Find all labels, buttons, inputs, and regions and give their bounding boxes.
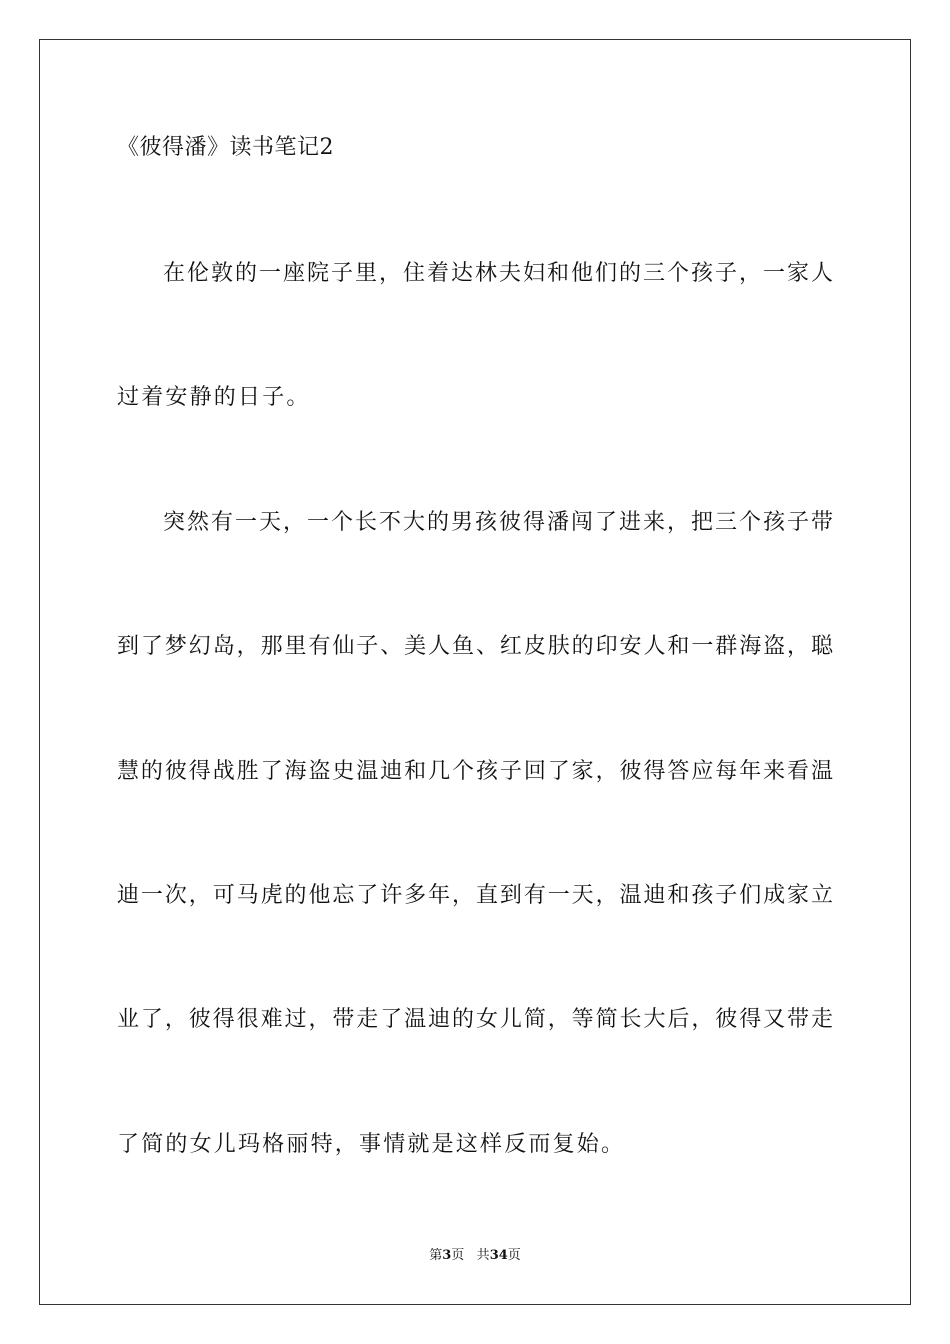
document-title: 《彼得潘》读书笔记2 [117, 135, 334, 160]
paragraph-1-line-1: 在伦敦的一座院子里，住着达林夫妇和他们的三个孩子，一家人 [163, 261, 833, 286]
paragraph-2-line-2: 到了梦幻岛，那里有仙子、美人鱼、红皮肤的印安人和一群海盗，聪 [117, 634, 833, 659]
page-footer [0, 1246, 950, 1266]
paragraph-2-line-3: 慧的彼得战胜了海盗史温迪和几个孩子回了家，彼得答应每年来看温 [117, 759, 833, 784]
footer-page-suffix: 页 [451, 1248, 465, 1263]
footer-page-prefix: 第 [429, 1248, 443, 1263]
page-border [39, 39, 911, 1305]
footer-total-suffix: 页 [507, 1248, 521, 1263]
paragraph-2-line-6: 了简的女儿玛格丽特，事情就是这样反而复始。 [117, 1132, 626, 1157]
footer-page-number: 3 [442, 1248, 452, 1263]
footer-total-prefix: 共 [476, 1248, 490, 1263]
paragraph-2-line-5: 业了，彼得很难过，带走了温迪的女儿简，等简长大后，彼得又带走 [117, 1007, 833, 1032]
paragraph-2-line-1: 突然有一天，一个长不大的男孩彼得潘闯了进来，把三个孩子带 [163, 510, 833, 535]
paragraph-2-line-4: 迪一次，可马虎的他忘了许多年，直到有一天，温迪和孩子们成家立 [117, 883, 833, 908]
footer-total-pages: 34 [489, 1248, 508, 1263]
paragraph-1-line-2: 过着安静的日子。 [117, 385, 311, 410]
